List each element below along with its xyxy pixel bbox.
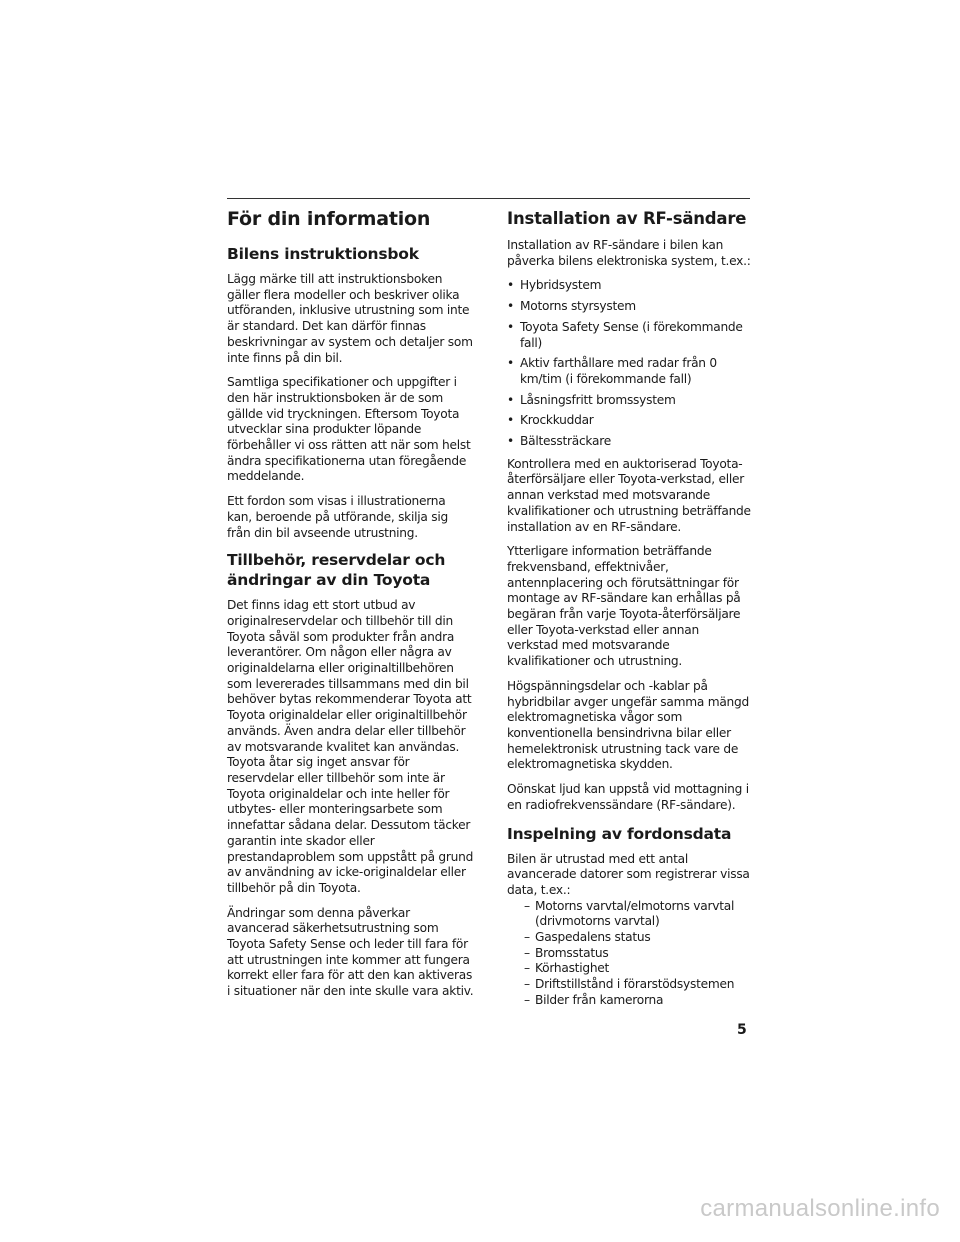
dash-marker: – — [524, 992, 530, 1007]
paragraph: Ändringar som denna påverkar avancerad säkerhetsutrustning som Toyota Safety Sense och leder till fara för att utrustningen inte kommer att fungera korrekt eller fara för att den kan aktiveras i situationer när den inte skulle vara aktiv. — [227, 905, 474, 999]
list-item: • Krockkuddar — [507, 413, 594, 428]
list-item: – Gaspedalens status — [524, 930, 651, 945]
list-item: – Driftstillstånd i förarstödsystemen — [524, 977, 735, 992]
rf-affected-systems-list — [507, 278, 752, 449]
section-heading-accessories: Tillbehör, reservdelar och ändringar av din Toyota — [227, 551, 446, 590]
dash-marker: – — [524, 945, 530, 960]
dash-marker: – — [524, 977, 530, 992]
list-item: • Låsningsfritt bromssystem — [507, 392, 676, 407]
paragraph: Kontrollera med en auktoriserad Toyota-återförsäljare eller Toyota-verkstad, eller annan verkstad med motsvarande kvalifikationer och utrustning beträffande installation av en RF-sändare. — [507, 456, 751, 534]
list-item: – Bromsstatus — [524, 945, 609, 960]
list-item: • Motorns styrsystem — [507, 299, 636, 314]
dash-marker: – — [524, 930, 530, 945]
section-heading-vehicle-data: Inspelning av fordonsdata — [507, 824, 732, 843]
left-column — [227, 206, 474, 1009]
page-title: För din information — [227, 208, 431, 230]
paragraph: Ett fordon som visas i illustrationerna kan, beroende på utförande, skilja sig från din bil avseende utrustning. — [227, 494, 448, 540]
bullet-marker: • — [507, 299, 514, 314]
dash-marker: – — [524, 961, 530, 976]
list-item: – Motorns varvtal/elmotorns varvtal (drivmotorns varvtal) — [524, 898, 735, 929]
list-item: • Aktiv farthållare med radar från 0 km/tim (i förekommande fall) — [507, 356, 717, 386]
bullet-marker: • — [507, 392, 514, 407]
list-item: • Hybridsystem — [507, 278, 602, 293]
page-number: 5 — [737, 1022, 747, 1038]
paragraph: Det finns idag ett stort utbud av originalreservdelar och tillbehör till din Toyota såväl som produkter från andra leverantörer. Om någon eller några av originaldelarna eller originaltillbehören som levererades tillsammans med din bil behöver bytas rekommenderar Toyota att Toyota originaldelar eller originaltillbehör används. Även andra delar eller tillbehör av motsvarande kvalitet kan användas. Toyota åtar sig inget ansvar för reservdelar eller tillbehör som inte är Toyota originaldelar och inte heller för utbytes- eller monteringsarbete som innefattar sådana delar. Dessutom täcker garantin inte skador eller prestandaproblem som uppstått på grund av användning av icke-originaldelar eller tillbehör på din Toyota. — [227, 598, 474, 895]
list-item: – Bilder från kamerorna — [524, 992, 664, 1007]
paragraph: Oönskat ljud kan uppstå vid mottagning i en radiofrekvenssändare (RF-sändare). — [507, 782, 749, 812]
paragraph: Installation av RF-sändare i bilen kan påverka bilens elektroniska system, t.ex.: — [507, 238, 751, 268]
paragraph: Samtliga specifikationer och uppgifter i den här instruktionsboken är de som gällde vid tryckningen. Eftersom Toyota utvecklar sina produkter löpande förbehåller vi oss rätten att när som helst ändra specifikationerna utan föregående meddelande. — [227, 375, 471, 484]
bullet-marker: • — [507, 319, 514, 334]
section-heading-instruction-book: Bilens instruktionsbok — [227, 245, 419, 263]
right-column — [507, 206, 752, 1009]
bullet-marker: • — [507, 413, 514, 428]
section-heading-rf-transmitter: Installation av RF-sändare — [507, 209, 747, 228]
bullet-marker: • — [507, 434, 514, 449]
dash-marker: – — [524, 898, 530, 913]
paragraph: Lägg märke till att instruktionsboken gäller flera modeller och beskriver olika utföranden, inklusive utrustning som inte är standard. Det kan därför finnas beskrivningar av system och detaljer som inte finns på din bil. — [227, 272, 473, 365]
paragraph: Bilen är utrustad med ett antal avancerade datorer som registrerar vissa data, t.ex.: — [507, 851, 750, 897]
bullet-marker: • — [507, 278, 514, 293]
paragraph: Högspänningsdelar och -kablar på hybridbilar avger ungefär samma mängd elektromagnetiska vågor som konventionella bensindrivna bilar eller hemelektronisk utrustning tack vare de elektromagnetiska skydden. — [507, 678, 749, 772]
list-item: • Bältessträckare — [507, 434, 611, 449]
recorded-data-list — [507, 899, 752, 1009]
list-item: • Toyota Safety Sense (i förekommande fall) — [507, 319, 743, 350]
paragraph: Ytterligare information beträffande frekvensband, effektnivåer, antennplacering och förutsättningar för montage av RF-sändare kan erhållas på begäran från varje Toyota-återförsäljare eller Toyota-verkstad eller annan verkstad med motsvarande kvalifikationer och utrustning. — [507, 544, 741, 669]
top-divider — [227, 198, 750, 199]
bullet-marker: • — [507, 356, 514, 371]
list-item: – Körhastighet — [524, 961, 610, 976]
watermark: carmanualsonline.info — [700, 1195, 940, 1222]
